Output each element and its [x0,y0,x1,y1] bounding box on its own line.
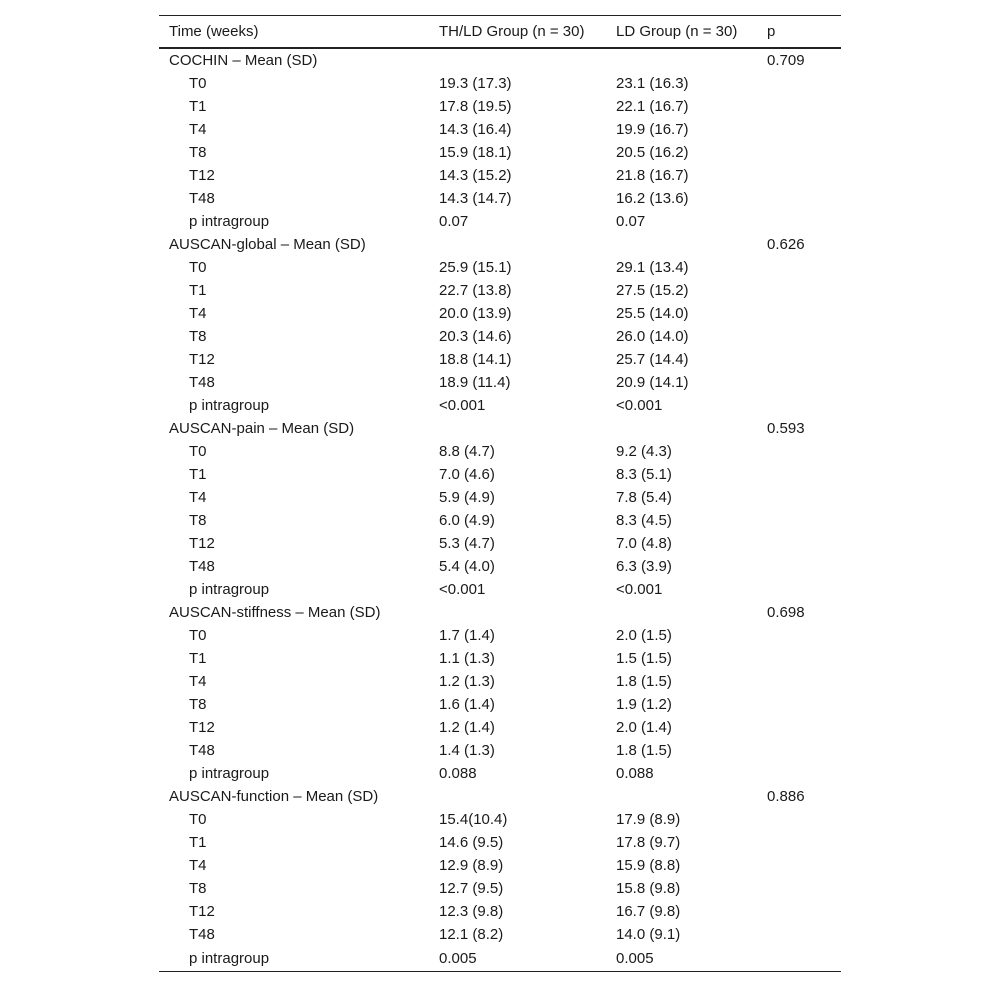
thld-value: 8.8 (4.7) [439,443,495,460]
thld-value: 0.005 [439,950,477,967]
table-row [159,555,841,578]
table-row [159,831,841,854]
thld-value: 1.2 (1.4) [439,719,495,736]
section-p-value: 0.593 [767,420,805,437]
ld-value: 17.8 (9.7) [616,834,681,851]
row-p-empty [757,256,841,279]
header-time: Time (weeks) [169,23,259,40]
table-row [159,670,841,693]
section-header-row [159,233,841,256]
table-row [159,877,841,900]
row-label: p intragroup [189,213,270,230]
row-p-empty [757,854,841,877]
ld-value: <0.001 [616,397,663,414]
ld-value: 7.0 (4.8) [616,535,672,552]
row-label: T8 [189,696,207,713]
table-row [159,509,841,532]
ld-value: 26.0 (14.0) [616,328,689,345]
section-header-row [159,785,841,808]
table-row [159,854,841,877]
row-label: T0 [189,627,207,644]
row-label: T8 [189,512,207,529]
row-label: T1 [189,834,207,851]
ld-value: 1.9 (1.2) [616,696,672,713]
thld-value: 18.8 (14.1) [439,351,512,368]
thld-value: 1.4 (1.3) [439,742,495,759]
thld-value: 18.9 (11.4) [439,374,511,391]
table-body [159,48,841,972]
row-p-empty [757,831,841,854]
ld-value: 20.5 (16.2) [616,144,689,161]
ld-value: 29.1 (13.4) [616,259,689,276]
row-label: T12 [189,903,215,920]
table-row [159,371,841,394]
table-row [159,463,841,486]
section-title: COCHIN – Mean (SD) [169,52,318,69]
row-label: p intragroup [189,397,270,414]
thld-value: 5.9 (4.9) [439,489,495,506]
row-label: T0 [189,259,207,276]
row-p-empty [757,394,841,417]
row-p-empty [757,670,841,693]
ld-value: 25.5 (14.0) [616,305,689,322]
ld-value: 14.0 (9.1) [616,926,681,943]
table-row [159,946,841,972]
thld-value: 20.0 (13.9) [439,305,512,322]
table-row [159,256,841,279]
table-row [159,302,841,325]
thld-value: <0.001 [439,397,486,414]
row-label: T4 [189,121,207,138]
row-label: p intragroup [189,950,270,967]
row-p-empty [757,164,841,187]
ld-value: 15.9 (8.8) [616,857,681,874]
table-row [159,647,841,670]
row-p-empty [757,555,841,578]
table-row [159,141,841,164]
table-row [159,394,841,417]
table-row [159,348,841,371]
table-row [159,923,841,946]
thld-value: 1.1 (1.3) [439,650,495,667]
table-row [159,624,841,647]
ld-value: 0.07 [616,213,646,230]
thld-value: 7.0 (4.6) [439,466,495,483]
ld-value: 8.3 (4.5) [616,512,672,529]
table-row [159,210,841,233]
row-label: T4 [189,489,207,506]
thld-value: 0.07 [439,213,469,230]
row-label: T1 [189,98,207,115]
thld-value: 12.7 (9.5) [439,880,504,897]
section-empty-cell [429,417,606,440]
row-label: T12 [189,351,215,368]
row-label: T4 [189,857,207,874]
thld-value: 19.3 (17.3) [439,75,512,92]
ld-value: 16.7 (9.8) [616,903,681,920]
table-row [159,440,841,463]
ld-value: 2.0 (1.4) [616,719,672,736]
section-title: AUSCAN-global – Mean (SD) [169,236,366,253]
row-p-empty [757,578,841,601]
row-label: T48 [189,558,215,575]
row-label: T4 [189,673,207,690]
ld-value: 15.8 (9.8) [616,880,681,897]
table-row [159,72,841,95]
row-p-empty [757,95,841,118]
row-p-empty [757,532,841,555]
ld-value: 22.1 (16.7) [616,98,689,115]
row-p-empty [757,279,841,302]
row-p-empty [757,509,841,532]
row-p-empty [757,693,841,716]
row-label: T1 [189,466,207,483]
ld-value: 16.2 (13.6) [616,190,689,207]
section-title: AUSCAN-pain – Mean (SD) [169,420,355,437]
section-empty-cell [429,785,606,808]
table-row [159,164,841,187]
thld-value: 14.6 (9.5) [439,834,504,851]
row-p-empty [757,325,841,348]
thld-value: 0.088 [439,765,477,782]
thld-value: 12.1 (8.2) [439,926,504,943]
row-label: T12 [189,167,215,184]
section-empty-cell [606,601,757,624]
table-row [159,808,841,831]
table-row [159,95,841,118]
results-table [159,15,841,972]
section-title: AUSCAN-function – Mean (SD) [169,788,379,805]
section-empty-cell [606,48,757,72]
ld-value: 25.7 (14.4) [616,351,689,368]
table-row [159,578,841,601]
row-p-empty [757,118,841,141]
ld-value: 23.1 (16.3) [616,75,689,92]
row-label: T8 [189,328,207,345]
row-p-empty [757,946,841,972]
header-thld-group: TH/LD Group (n = 30) [439,23,585,40]
thld-value: 14.3 (15.2) [439,167,512,184]
row-label: T8 [189,144,207,161]
thld-value: 20.3 (14.6) [439,328,512,345]
thld-value: 25.9 (15.1) [439,259,512,276]
row-label: T8 [189,880,207,897]
section-title: AUSCAN-stiffness – Mean (SD) [169,604,381,621]
section-empty-cell [429,48,606,72]
row-p-empty [757,440,841,463]
row-label: T0 [189,443,207,460]
thld-value: 15.4(10.4) [439,811,508,828]
row-label: T12 [189,719,215,736]
row-p-empty [757,900,841,923]
row-label: T48 [189,742,215,759]
row-p-empty [757,486,841,509]
ld-value: 20.9 (14.1) [616,374,689,391]
header-row [159,16,841,49]
row-label: p intragroup [189,581,270,598]
section-empty-cell [429,233,606,256]
table-row [159,532,841,555]
row-p-empty [757,716,841,739]
table-header [159,16,841,49]
row-label: T0 [189,811,207,828]
thld-value: 12.3 (9.8) [439,903,504,920]
thld-value: 6.0 (4.9) [439,512,495,529]
thld-value: 14.3 (14.7) [439,190,512,207]
section-p-value: 0.709 [767,52,805,69]
results-table-container [159,15,841,972]
section-empty-cell [606,233,757,256]
row-label: T12 [189,535,215,552]
row-p-empty [757,72,841,95]
thld-value: 22.7 (13.8) [439,282,512,299]
section-empty-cell [429,601,606,624]
table-row [159,486,841,509]
row-label: T48 [189,190,215,207]
table-row [159,187,841,210]
table-row [159,762,841,785]
row-p-empty [757,647,841,670]
table-row [159,325,841,348]
ld-value: 9.2 (4.3) [616,443,672,460]
ld-value: 1.5 (1.5) [616,650,672,667]
section-empty-cell [606,785,757,808]
table-row [159,900,841,923]
section-header-row [159,417,841,440]
table-row [159,739,841,762]
ld-value: 7.8 (5.4) [616,489,672,506]
row-p-empty [757,923,841,946]
ld-value: <0.001 [616,581,663,598]
thld-value: 12.9 (8.9) [439,857,504,874]
thld-value: 5.4 (4.0) [439,558,495,575]
ld-value: 17.9 (8.9) [616,811,681,828]
header-ld-group: LD Group (n = 30) [616,23,738,40]
ld-value: 0.088 [616,765,654,782]
ld-value: 6.3 (3.9) [616,558,672,575]
thld-value: 15.9 (18.1) [439,144,512,161]
thld-value: 1.6 (1.4) [439,696,495,713]
ld-value: 27.5 (15.2) [616,282,689,299]
row-p-empty [757,624,841,647]
row-label: T0 [189,75,207,92]
thld-value: 17.8 (19.5) [439,98,512,115]
ld-value: 2.0 (1.5) [616,627,672,644]
table-row [159,279,841,302]
row-p-empty [757,141,841,164]
section-p-value: 0.626 [767,236,805,253]
row-p-empty [757,187,841,210]
row-p-empty [757,739,841,762]
thld-value: <0.001 [439,581,486,598]
row-p-empty [757,877,841,900]
section-empty-cell [606,417,757,440]
section-p-value: 0.886 [767,788,805,805]
table-row [159,693,841,716]
row-p-empty [757,302,841,325]
row-label: T1 [189,650,207,667]
ld-value: 19.9 (16.7) [616,121,689,138]
section-header-row [159,601,841,624]
row-p-empty [757,348,841,371]
row-label: T4 [189,305,207,322]
section-header-row [159,48,841,72]
row-p-empty [757,808,841,831]
ld-value: 8.3 (5.1) [616,466,672,483]
row-p-empty [757,210,841,233]
thld-value: 14.3 (16.4) [439,121,512,138]
row-p-empty [757,762,841,785]
ld-value: 21.8 (16.7) [616,167,689,184]
table-row [159,716,841,739]
thld-value: 5.3 (4.7) [439,535,495,552]
ld-value: 1.8 (1.5) [616,673,672,690]
thld-value: 1.7 (1.4) [439,627,495,644]
thld-value: 1.2 (1.3) [439,673,495,690]
header-p: p [767,23,776,40]
ld-value: 0.005 [616,950,654,967]
table-row [159,118,841,141]
row-label: T1 [189,282,207,299]
row-label: p intragroup [189,765,270,782]
row-p-empty [757,371,841,394]
section-p-value: 0.698 [767,604,805,621]
row-label: T48 [189,374,215,391]
row-p-empty [757,463,841,486]
row-label: T48 [189,926,215,943]
ld-value: 1.8 (1.5) [616,742,672,759]
